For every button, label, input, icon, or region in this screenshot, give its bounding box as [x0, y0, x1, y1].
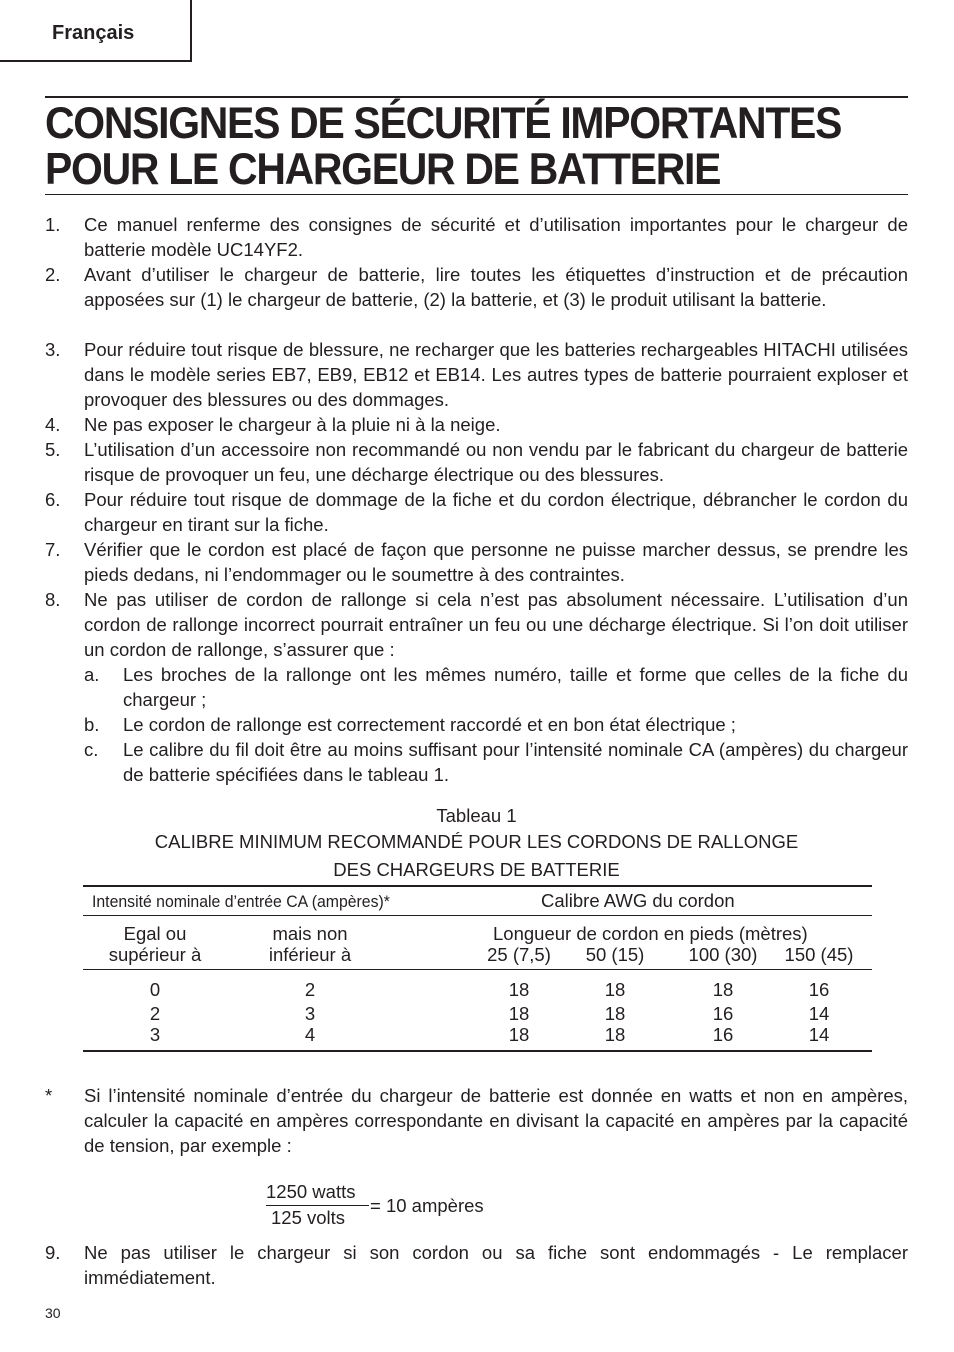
table-rule-top [83, 885, 872, 887]
item-text: Vérifier que le cordon est placé de façon que personne ne puisse marcher dessus, se prendre les pieds dedans, ni l’endommager ou le soumettre à des contraintes. [84, 539, 908, 585]
formula-denominator: 125 volts [271, 1207, 346, 1228]
item-number: 8. [45, 589, 61, 610]
item-text: Ne pas utiliser le chargeur si son cordon ou sa fiche sont endommagés - Le remplacer immédiatement. [84, 1242, 908, 1288]
formula-result: = 10 ampères [370, 1195, 484, 1216]
footnote-text: Si l’intensité nominale d’entrée du chargeur de batterie est donnée en watts et non en ampères, calculer la capacité en ampères correspondante en divisant la capacité en ampères par la capacité de tension, par exemple : [84, 1085, 908, 1156]
item-text: Ne pas exposer le chargeur à la pluie ni à la neige. [84, 414, 501, 435]
table-cell: 18 [604, 1024, 626, 1045]
table-cell: 16 [712, 1024, 734, 1045]
sub-item-letter: c. [84, 739, 99, 760]
table-cell: 18 [508, 1024, 530, 1045]
length-header: Longueur de cordon en pieds (mètres) [493, 923, 808, 944]
header-input-current: Intensité nominale d’entrée CA (ampères)* [92, 892, 390, 911]
table-cell: 18 [508, 1003, 530, 1024]
page-number: 30 [45, 1305, 61, 1321]
table-cell: 16 [808, 979, 830, 1000]
item-number: 4. [45, 414, 61, 435]
table-rule-bottom [83, 1050, 872, 1052]
language-tab [0, 0, 192, 62]
table-cell: 14 [808, 1003, 830, 1024]
table-rule-sub [83, 969, 872, 970]
item-text: Ce manuel renferme des consignes de sécurité et d’utilisation importantes pour le chargeur de batterie modèle UC14YF2. [84, 214, 908, 260]
table-cell: 0 [149, 979, 161, 1000]
sub-item-text: Les broches de la rallonge ont les mêmes numéro, taille et forme que celles de la fiche du chargeur ; [123, 664, 908, 710]
footnote-mark: * [45, 1085, 53, 1106]
length-col-4: 150 (45) [784, 944, 854, 965]
title-line-2: POUR LE CHARGEUR DE BATTERIE [45, 145, 721, 194]
item-number: 2. [45, 264, 61, 285]
title-rule-bottom [45, 194, 908, 195]
item-text: Pour réduire tout risque de dommage de la fiche et du cordon électrique, débrancher le cordon du chargeur en tirant sur la fiche. [84, 489, 908, 535]
col-max-line-1: mais non [272, 923, 348, 944]
title-rule-top [45, 96, 908, 98]
length-col-2: 50 (15) [585, 944, 645, 965]
sub-item-letter: a. [84, 664, 100, 685]
table-cell: 18 [508, 979, 530, 1000]
table-cell: 4 [304, 1024, 316, 1045]
table-cell: 18 [604, 1003, 626, 1024]
table-title-line-2: DES CHARGEURS DE BATTERIE [333, 859, 620, 880]
language-label: Français [52, 22, 135, 44]
item-text: Avant d’utiliser le chargeur de batterie, lire toutes les étiquettes d’instruction et de précaution apposées sur (1) le chargeur de batterie, (2) la batterie, et (3) le produit utilisant la batterie. [84, 264, 908, 310]
table-cell: 14 [808, 1024, 830, 1045]
sub-item-text: Le calibre du fil doit être au moins suffisant pour l’intensité nominale CA (ampères) du chargeur de batterie spécifiées dans le tableau 1. [123, 739, 908, 785]
item-number: 5. [45, 439, 61, 460]
page-title [45, 101, 855, 193]
table-cell: 2 [149, 1003, 161, 1024]
table-cell: 3 [304, 1003, 316, 1024]
length-col-1: 25 (7,5) [487, 944, 551, 965]
table-rule-header [83, 915, 872, 916]
header-awg-gauge: Calibre AWG du cordon [541, 890, 735, 911]
title-line-1: CONSIGNES DE SÉCURITÉ IMPORTANTES [45, 99, 842, 148]
item-number: 9. [45, 1242, 61, 1263]
col-max-line-2: inférieur à [268, 944, 352, 965]
col-min-line-1: Egal ou [123, 923, 187, 944]
length-col-3: 100 (30) [688, 944, 758, 965]
item-number: 7. [45, 539, 61, 560]
item-number: 6. [45, 489, 61, 510]
table-cell: 3 [149, 1024, 161, 1045]
sub-item-text: Le cordon de rallonge est correctement raccordé et en bon état électrique ; [123, 714, 736, 735]
table-cell: 2 [304, 979, 316, 1000]
item-text: Pour réduire tout risque de blessure, ne recharger que les batteries rechargeables HITACHI utilisées dans le modèle series EB7, EB9, EB12 et EB14. Les autres types de batterie pourraient exploser et provoquer des blessures ou des dommages. [84, 339, 908, 410]
item-number: 1. [45, 214, 61, 235]
table-caption: Tableau 1 [436, 805, 517, 826]
table-cell: 18 [712, 979, 734, 1000]
fraction-bar [266, 1205, 369, 1206]
table-cell: 18 [604, 979, 626, 1000]
table-cell: 16 [712, 1003, 734, 1024]
sub-item-letter: b. [84, 714, 100, 735]
item-number: 3. [45, 339, 61, 360]
col-min-line-2: supérieur à [108, 944, 202, 965]
item-text: Ne pas utiliser de cordon de rallonge si cela n’est pas absolument nécessaire. L’utilisation d’un cordon de rallonge incorrect pourrait entraîner un feu ou une décharge électrique. Si l’on doit utiliser un cordon de rallonge, s’assurer que : [84, 589, 908, 660]
item-text: L’utilisation d’un accessoire non recommandé ou non vendu par le fabricant du chargeur de batterie risque de provoquer un feu, une décharge électrique ou des blessures. [84, 439, 908, 485]
formula-numerator: 1250 watts [266, 1181, 356, 1202]
table-title-line-1: CALIBRE MINIMUM RECOMMANDÉ POUR LES CORDONS DE RALLONGE [154, 831, 799, 852]
